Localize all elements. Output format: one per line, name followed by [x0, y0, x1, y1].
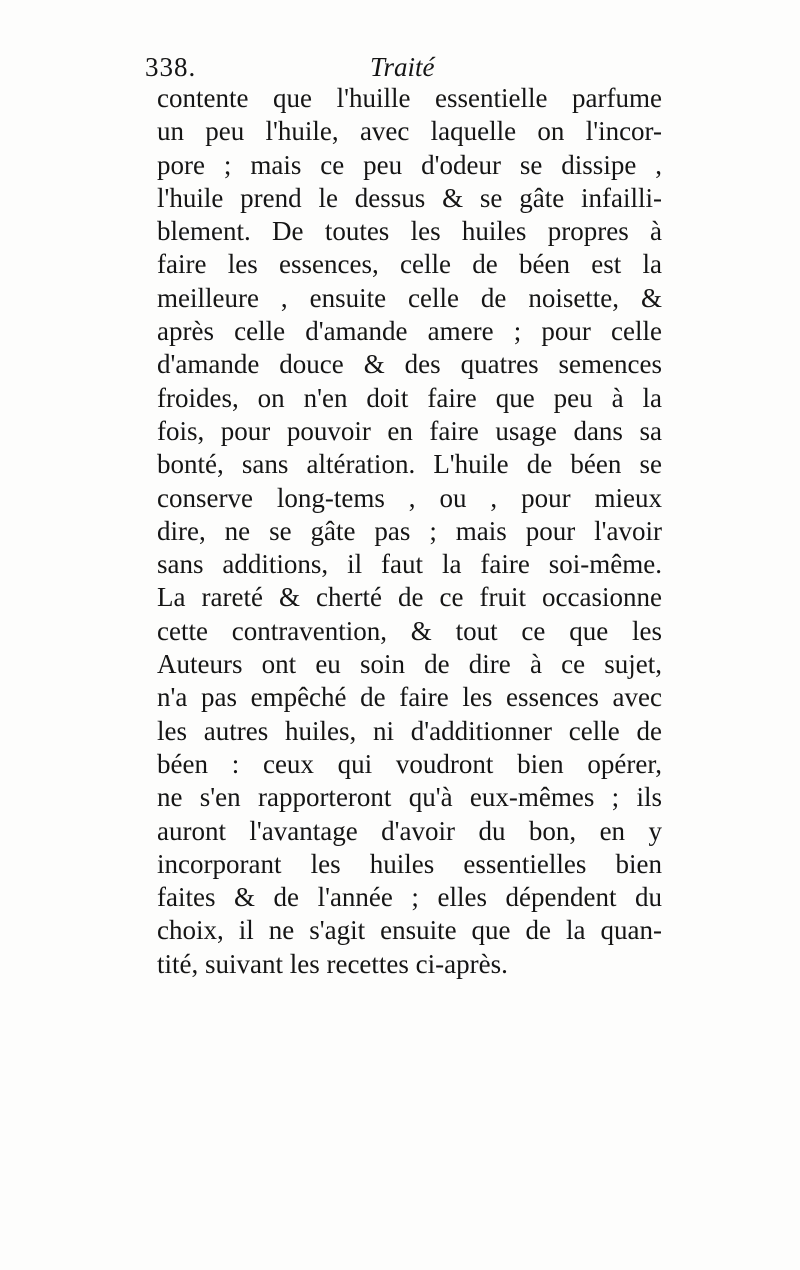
text-line: conserve long-tems , ou , pour mieux: [157, 482, 662, 513]
running-title: Traité: [370, 52, 435, 82]
text-line: blement. De toutes les huiles propres à: [157, 216, 662, 247]
text-line: ne s'en rapporteront qu'à eux-mêmes ; ils: [157, 782, 662, 813]
text-line: auront l'avantage d'avoir du bon, en y: [157, 815, 662, 846]
text-line: choix, il ne s'agit ensuite que de la quan-: [157, 915, 662, 946]
text-line: tité, suivant les recettes ci-après.: [157, 948, 508, 979]
text-line: n'a pas empêché de faire les essences avec: [157, 682, 662, 713]
text-line: faire les essences, celle de béen est la: [157, 249, 662, 280]
text-line: sans additions, il faut la faire soi-même.: [157, 549, 662, 580]
text-line: cette contravention, & tout ce que les: [157, 615, 662, 646]
text-line: un peu l'huile, avec laquelle on l'incor-: [157, 116, 662, 147]
text-line: incorporant les huiles essentielles bien: [157, 848, 662, 879]
text-line: dire, ne se gâte pas ; mais pour l'avoir: [157, 515, 662, 546]
text-line: l'huile prend le dessus & se gâte infailli-: [157, 182, 662, 213]
text-line: pore ; mais ce peu d'odeur se dissipe ,: [157, 149, 662, 180]
text-line: contente que l'huille essentielle parfume: [157, 83, 662, 113]
text-line: La rareté & cherté de ce fruit occasionne: [157, 582, 662, 613]
text-line: Auteurs ont eu soin de dire à ce sujet,: [157, 649, 662, 680]
text-line: bonté, sans altération. L'huile de béen se: [157, 449, 662, 480]
text-line: froides, on n'en doit faire que peu à la: [157, 382, 662, 413]
text-line: faites & de l'année ; elles dépendent du: [157, 882, 662, 913]
text-line: fois, pour pouvoir en faire usage dans sa: [157, 415, 662, 446]
text-line: les autres huiles, ni d'additionner celle de: [157, 715, 662, 746]
page-number: 338.: [145, 52, 197, 82]
text-line: béen : ceux qui voudront bien opérer,: [157, 748, 662, 779]
text-line: d'amande douce & des quatres semences: [157, 349, 662, 380]
body-text: [157, 82, 662, 981]
text-line: meilleure , ensuite celle de noisette, &: [157, 282, 662, 313]
text-line: après celle d'amande amere ; pour celle: [157, 316, 662, 347]
